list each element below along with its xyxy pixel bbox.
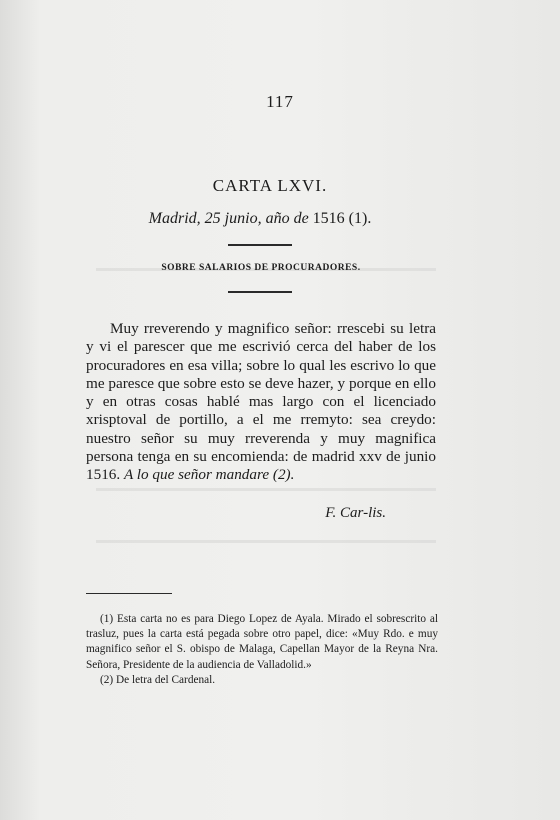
- letter-body: [86, 320, 436, 485]
- signature: F. Car-lis.: [325, 505, 386, 521]
- bleed-through-shadow: [96, 488, 436, 491]
- closing-footnote-ref: (2).: [272, 466, 295, 484]
- footnote-2: (2) De letra del Cardenal.: [100, 673, 216, 686]
- footnote-rule: [86, 593, 172, 594]
- bleed-through-shadow: [96, 540, 436, 543]
- footnote-1: (1) Esta carta no es para Diego Lopez de Ayala. Mirado el sobrescrito al trasluz, pues la carta está pegada sobre otro papel, dice: «Muy Rdo. e muy magnifico señor el S. obispo de Malaga, Capellan Mayor de la Reyna Nra. Señora, Presidente de la audiencia de Valladolid.»: [86, 613, 438, 671]
- dateline-place-date: Madrid, 25 junio, año de: [148, 210, 309, 227]
- section-heading: SOBRE SALARIOS DE PROCURADORES.: [161, 263, 361, 273]
- body-paragraph: [86, 320, 436, 485]
- divider-rule: [228, 244, 292, 246]
- divider-rule: [228, 291, 292, 293]
- body-closing: A lo que señor mandare: [123, 466, 270, 484]
- letter-title: CARTA LXVI.: [212, 176, 328, 195]
- letter-dateline: [0, 210, 520, 228]
- page-number: 117: [266, 92, 294, 111]
- footnotes: [86, 612, 438, 688]
- dateline-year: 1516 (1).: [308, 210, 372, 227]
- body-text: Muy rreverendo y magnifico señor: rrescebi su letra y vi el parescer que me escrivió cerca del haber de los procuradores en esa villa; sobre lo qual les escrivo lo que me paresce que sobre esto se deve hazer, y porque en ello y en otras cosas hablé mas largo con el licenciado xrisptoval de portillo, a el me rremyto: sea creydo: nuestro señor su muy rreverenda y muy magnifica persona tenga en su encomienda: de madrid xxv de junio 1516.: [86, 320, 436, 484]
